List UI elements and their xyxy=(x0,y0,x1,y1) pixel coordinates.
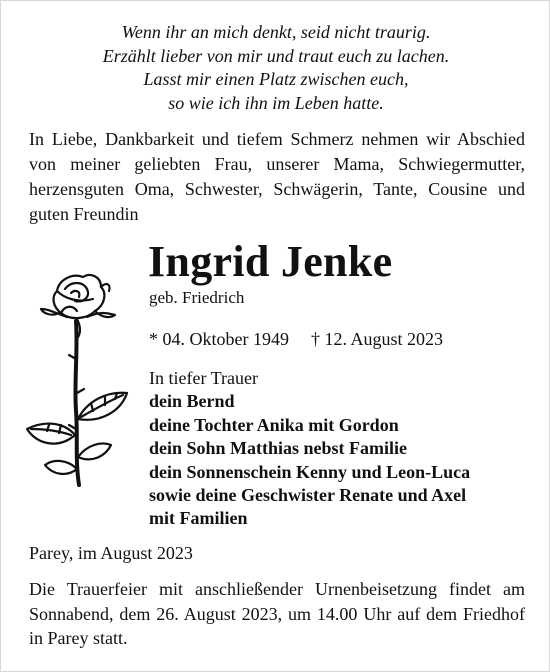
mourner-line: dein Sohn Matthias nebst Familie xyxy=(149,438,408,459)
mourner-line: mit Familien xyxy=(149,508,248,529)
rose-icon xyxy=(21,269,139,491)
farewell-intro: In Liebe, Dankbarkeit und tiefem Schmerz nehmen wir Abschied von meiner geliebten Frau, unserer Mama, Schwiegermutter, herzensguten Oma, Schwester, Schwägerin, Tante, Cousine und guten Freundin xyxy=(29,129,525,224)
mourner-line: dein Sonnenschein Kenny und Leon-Luca xyxy=(149,461,471,482)
poem-line: so wie ich ihn im Leben hatte. xyxy=(168,92,384,113)
mourner-line: deine Tochter Anika mit Gordon xyxy=(149,414,399,435)
funeral-service-info: Die Trauerfeier mit anschließender Urnenbeisetzung findet am Sonnabend, dem 26. August 2023, um 14.00 Uhr auf dem Friedhof in Parey statt. xyxy=(29,579,525,648)
poem-line: Wenn ihr an mich denkt, seid nicht traurig. xyxy=(121,22,431,42)
poem-line: Lasst mir einen Platz zwischen euch, xyxy=(143,69,409,89)
memorial-poem xyxy=(1,21,550,115)
birth-date: * 04. Oktober 1949 xyxy=(149,329,289,349)
deceased-name: Ingrid Jenke xyxy=(148,237,393,286)
poem-line: Erzählt lieber von mir und traut euch zu lachen. xyxy=(102,45,450,66)
mourners-heading: In tiefer Trauer xyxy=(149,368,258,388)
place-and-date: Parey, im August 2023 xyxy=(29,543,193,563)
life-dates xyxy=(149,327,443,351)
death-date: † 12. August 2023 xyxy=(310,329,443,349)
mourner-line: sowie deine Geschwister Renate und Axel xyxy=(149,485,467,506)
mourners-list xyxy=(149,367,470,531)
maiden-name: geb. Friedrich xyxy=(149,288,245,307)
mourner-line: dein Bernd xyxy=(149,391,235,412)
